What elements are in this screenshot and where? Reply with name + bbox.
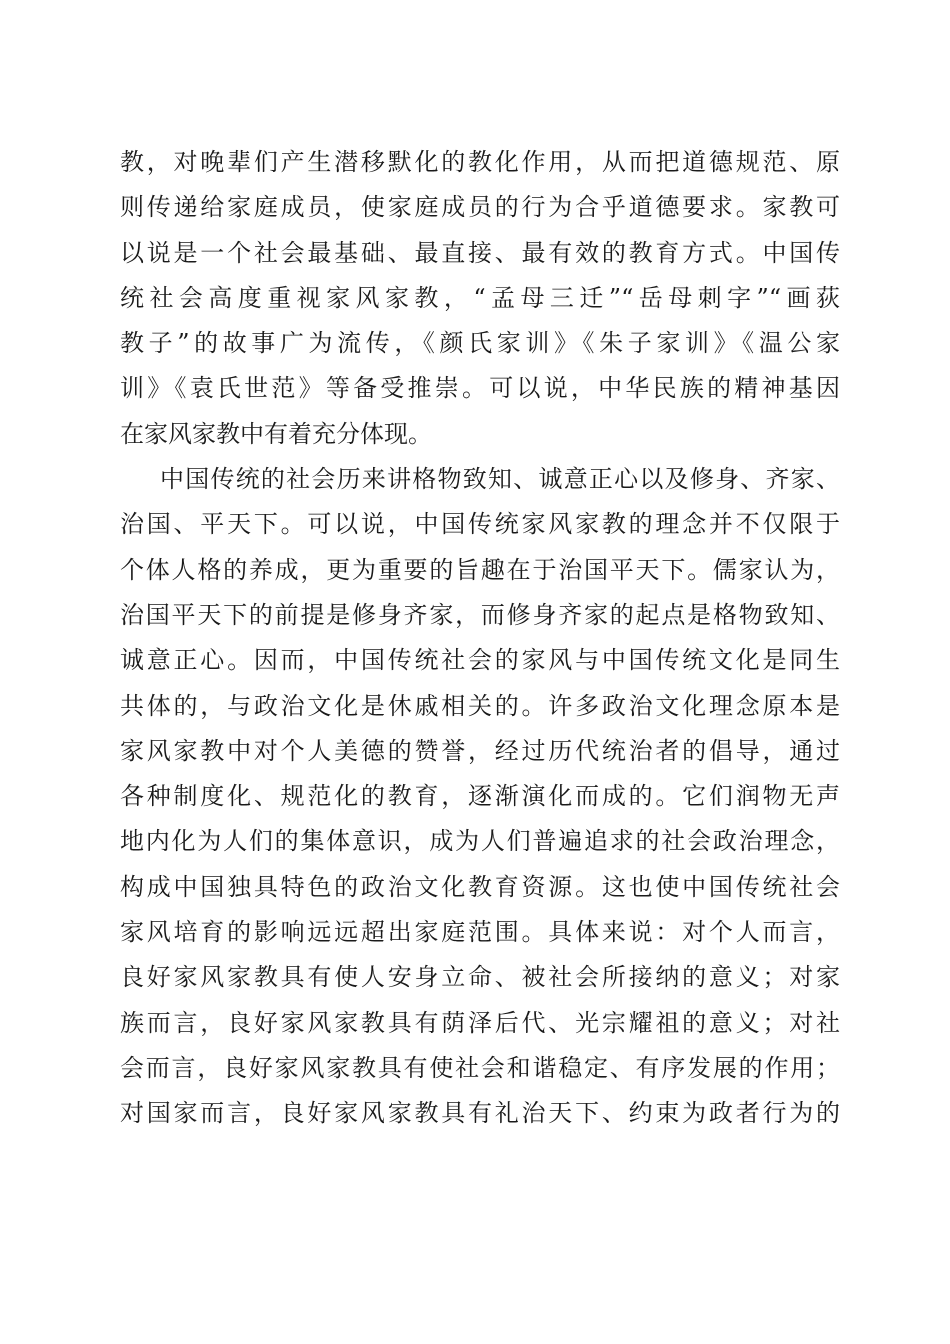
text-line: 各种制度化、规范化的教育，逐渐演化而成的。它们润物无声	[120, 782, 840, 811]
text-line: 会而言，良好家风家教具有使社会和谐稳定、有序发展的作用；	[120, 1053, 840, 1082]
text-line: 则传递给家庭成员，使家庭成员的行为合乎道德要求。家教可	[120, 193, 840, 222]
text-line: 个体人格的养成，更为重要的旨趣在于治国平天下。儒家认为，	[120, 555, 840, 584]
text-line: 构成中国独具特色的政治文化教育资源。这也使中国传统社会	[120, 872, 840, 901]
text-line: 共体的，与政治文化是休戚相关的。许多政治文化理念原本是	[120, 691, 840, 720]
text-line: 训》《袁氏世范》等备受推崇。可以说，中华民族的精神基因	[120, 374, 840, 403]
text-line: 教，对晚辈们产生潜移默化的教化作用，从而把道德规范、原	[120, 148, 840, 176]
text-line: 教子”的故事广为流传，《颜氏家训》《朱子家训》《温公家	[120, 329, 840, 358]
text-line: 中国传统的社会历来讲格物致知、诚意正心以及修身、齐家、	[160, 465, 840, 494]
paragraph-2	[120, 457, 840, 1136]
text-line: 诚意正心。因而，中国传统社会的家风与中国传统文化是同生	[120, 646, 840, 675]
text-line: 家风培育的影响远远超出家庭范围。具体来说：对个人而言，	[120, 918, 840, 947]
text-line: 治国、平天下。可以说，中国传统家风家教的理念并不仅限于	[120, 510, 840, 539]
text-line: 族而言，良好家风家教具有荫泽后代、光宗耀祖的意义；对社	[120, 1008, 840, 1037]
text-line: 治国平天下的前提是修身齐家，而修身齐家的起点是格物致知、	[120, 600, 840, 629]
text-line: 统社会高度重视家风家教，“孟母三迁”“岳母刺字”“画荻	[120, 283, 840, 312]
text-line: 以说是一个社会最基础、最直接、最有效的教育方式。中国传	[120, 238, 840, 267]
text-line: 良好家风家教具有使人安身立命、被社会所接纳的意义；对家	[120, 963, 840, 992]
paragraph-1	[120, 140, 840, 457]
body-text	[120, 140, 840, 1137]
text-line: 地内化为人们的集体意识，成为人们普遍追求的社会政治理念，	[120, 827, 840, 856]
text-line: 家风家教中对个人美德的赞誉，经过历代统治者的倡导，通过	[120, 736, 840, 765]
text-line: 在家风家教中有着充分体现。	[120, 419, 432, 448]
text-line: 对国家而言，良好家风家教具有礼治天下、约束为政者行为的	[120, 1099, 840, 1128]
